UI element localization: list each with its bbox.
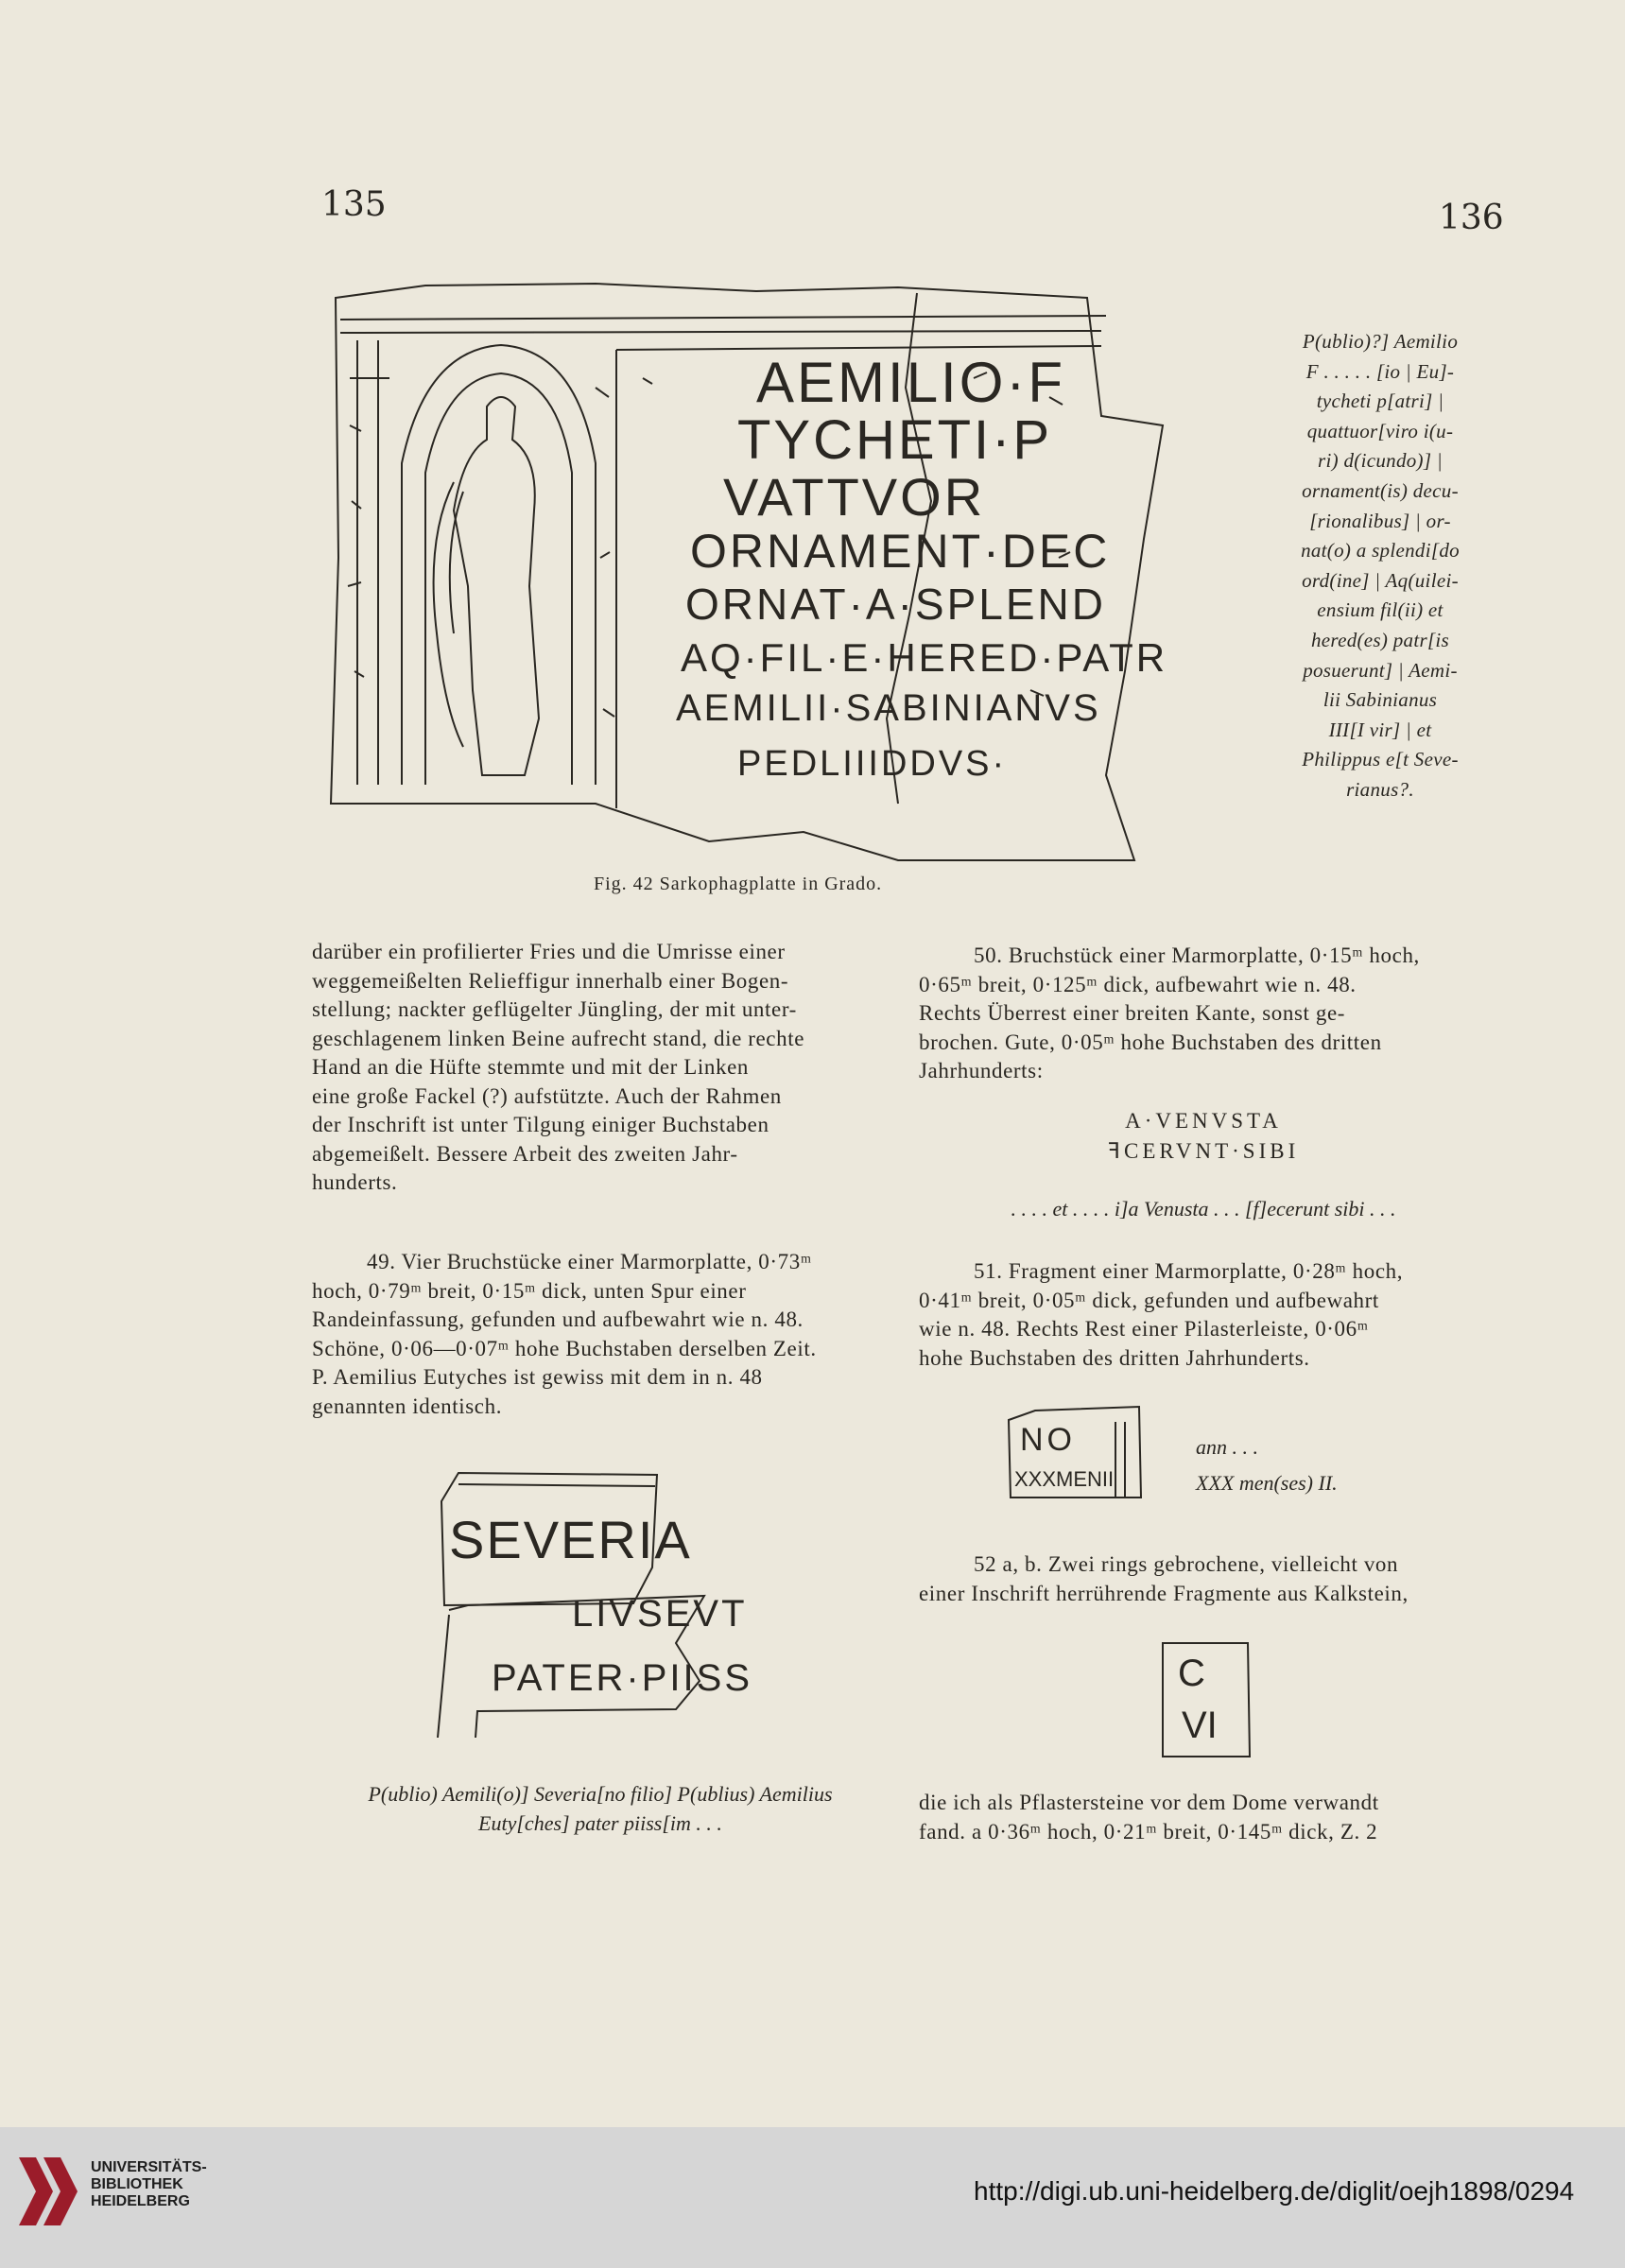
trans42-line: ornament(is) decu-	[1302, 478, 1459, 502]
text-line: hohe Buchstaben des dritten Jahrhunderts.	[919, 1345, 1310, 1370]
library-name	[91, 2159, 207, 2210]
fragment-52-drawing	[1153, 1634, 1257, 1766]
fragment-51-drawing	[997, 1403, 1149, 1507]
footer-bar	[0, 2127, 1625, 2268]
text-line: hunderts.	[312, 1170, 398, 1194]
text-line: stellung; nackter geflügelter Jüngling, der mit unter-	[312, 997, 797, 1021]
trans42-line: ensium fil(ii) et	[1317, 598, 1443, 622]
insc50-line-1: A·VENVSTA	[1125, 1109, 1282, 1133]
text-line: 52 a, b. Zwei rings gebrochene, vielleicht von	[974, 1552, 1399, 1576]
sarcophagus-figure	[312, 274, 1248, 879]
figure42-transcription	[1262, 327, 1498, 805]
frag52-line-2: VI	[1182, 1705, 1218, 1746]
trans42-line: P(ublio)?] Aemilio	[1302, 330, 1459, 353]
paragraph-52-cont	[919, 1789, 1488, 1846]
trans42-line: rianus?.	[1346, 777, 1414, 801]
text-line: genannten identisch.	[312, 1394, 503, 1418]
trans42-line: posuerunt] | Aemi-	[1303, 658, 1458, 682]
frag49-pater: PATER·PIISS	[492, 1657, 753, 1699]
paragraph-49	[312, 1248, 884, 1421]
trans42-line: ord(ine] | Aq(uilei-	[1302, 568, 1459, 592]
library-logo-icon	[15, 2154, 81, 2229]
text-line: die ich als Pflastersteine vor dem Dome verwandt	[919, 1791, 1379, 1814]
paragraph-continued	[312, 938, 884, 1198]
insc42-line-6: AQ·FIL·E·HERED·PATR	[681, 635, 1168, 680]
text-line: Randeinfassung, gefunden und aufbewahrt wie n. 48.	[312, 1307, 804, 1331]
text-line: 51. Fragment einer Marmorplatte, 0·28ᵐ hoch,	[974, 1259, 1404, 1283]
insc42-line-4: ORNAMENT·DEC	[690, 525, 1111, 578]
text-line: 0·41ᵐ breit, 0·05ᵐ dick, gefunden und aufbewahrt	[919, 1288, 1379, 1312]
trans42-line: III[I vir] | et	[1328, 718, 1432, 741]
text-line: Jahrhunderts:	[919, 1059, 1044, 1082]
paragraph-51	[919, 1257, 1488, 1373]
text-line: P. Aemilius Eutyches ist gewiss mit dem in n. 48	[312, 1365, 763, 1389]
figure-caption: Fig. 42 Sarkophagplatte in Grado.	[594, 874, 883, 894]
library-line: BIBLIOTHEK	[91, 2176, 183, 2192]
trans42-line: quattuor[viro i(u-	[1306, 419, 1454, 442]
text-line: Schöne, 0·06—0·07ᵐ hohe Buchstaben derselben Zeit.	[312, 1336, 817, 1360]
transcription-50: . . . . et . . . . i]a Venusta . . . [f]ecerunt sibi . . .	[1011, 1197, 1396, 1221]
insc42-line-2: TYCHETI·P	[737, 409, 1053, 471]
text-line: abgemeißelt. Bessere Arbeit des zweiten Jahr-	[312, 1141, 738, 1166]
insc42-line-7: AEMILII·SABINIANVS	[676, 687, 1101, 729]
frag51-line-1: NO	[1020, 1422, 1076, 1458]
text-line: wie n. 48. Rechts Rest einer Pilasterleiste, 0·06ᵐ	[919, 1317, 1369, 1341]
text-line: 49. Vier Bruchstücke einer Marmorplatte, 0·73ᵐ	[367, 1250, 812, 1273]
transcription-51	[1196, 1429, 1338, 1501]
frag49-mid: LIVSEVT	[572, 1593, 748, 1635]
inscription-50	[919, 1106, 1488, 1167]
insc42-line-5: ORNAT·A·SPLEND	[685, 580, 1106, 629]
insc42-line-3: VATTVOR	[723, 467, 986, 527]
library-line: HEIDELBERG	[91, 2193, 190, 2209]
trans42-line: F . . . . . [io | Eu]-	[1305, 359, 1455, 383]
footer-url-link[interactable]: http://digi.ub.uni-heidelberg.de/diglit/oejh1898/0294	[974, 2176, 1575, 2206]
text-line: 50. Bruchstück einer Marmorplatte, 0·15ᵐ hoch,	[974, 944, 1420, 967]
insc50-line-2: ꟻCERVNT·SIBI	[1107, 1139, 1300, 1163]
insc42-line-8: PEDLIIIDDVS·	[737, 744, 1008, 784]
text-line: fand. a 0·36ᵐ hoch, 0·21ᵐ breit, 0·145ᵐ dick, Z. 2	[919, 1819, 1378, 1844]
text-line: einer Inschrift herrührende Fragmente aus Kalkstein,	[919, 1581, 1409, 1605]
frag51-line-2: XXXMENII	[1014, 1467, 1115, 1491]
text-line: Rechts Überrest einer breiten Kante, sonst ge-	[919, 1001, 1346, 1025]
trans42-line: tycheti p[atri] |	[1316, 390, 1444, 413]
trans42-line: [rionalibus] | or-	[1309, 509, 1451, 532]
text-line: hoch, 0·79ᵐ breit, 0·15ᵐ dick, unten Spur einer	[312, 1278, 747, 1303]
paragraph-50	[919, 942, 1488, 1086]
text-line: geschlagenem linken Beine aufrecht stand, die rechte	[312, 1026, 805, 1050]
fragment-49-drawing	[430, 1463, 789, 1738]
text-line: der Inschrift ist unter Tilgung einiger Buchstaben	[312, 1113, 769, 1136]
transcription-49	[312, 1779, 889, 1838]
text-line: Euty[ches] pater piiss[im . . .	[478, 1811, 722, 1835]
text-line: 0·65ᵐ breit, 0·125ᵐ dick, aufbewahrt wie n. 48.	[919, 972, 1357, 996]
text-line: brochen. Gute, 0·05ᵐ hohe Buchstaben des dritten	[919, 1030, 1382, 1054]
paragraph-52	[919, 1550, 1488, 1608]
right-page-number: 136	[1439, 199, 1504, 237]
text-line: darüber ein profilierter Fries und die Umrisse einer	[312, 940, 786, 963]
frag49-severia: SEVERIA	[449, 1510, 692, 1569]
text-line: ann . . .	[1196, 1435, 1258, 1459]
trans42-line: nat(o) a splendi[do	[1301, 539, 1460, 563]
trans42-line: lii Sabinianus	[1322, 688, 1438, 712]
trans42-line: Philippus e[t Seve-	[1302, 748, 1459, 771]
text-line: XXX men(ses) II.	[1196, 1471, 1338, 1495]
insc42-line-1: AEMILIO·F	[756, 351, 1066, 414]
trans42-line: ri) d(icundo)] |	[1318, 449, 1443, 473]
library-line: UNIVERSITÄTS-	[91, 2159, 207, 2175]
text-line: weggemeißelten Relieffigur innerhalb einer Bogen-	[312, 968, 789, 993]
frag52-line-1: C	[1178, 1653, 1205, 1694]
text-line: eine große Fackel (?) aufstützte. Auch der Rahmen	[312, 1083, 782, 1108]
trans42-line: hered(es) patr[is	[1310, 628, 1450, 651]
text-line: Hand an die Hüfte stemmte und mit der Linken	[312, 1055, 750, 1079]
left-page-number: 135	[321, 185, 387, 224]
text-line: P(ublio) Aemili(o)] Severia[no filio] P(ublius) Aemilius	[368, 1782, 833, 1806]
